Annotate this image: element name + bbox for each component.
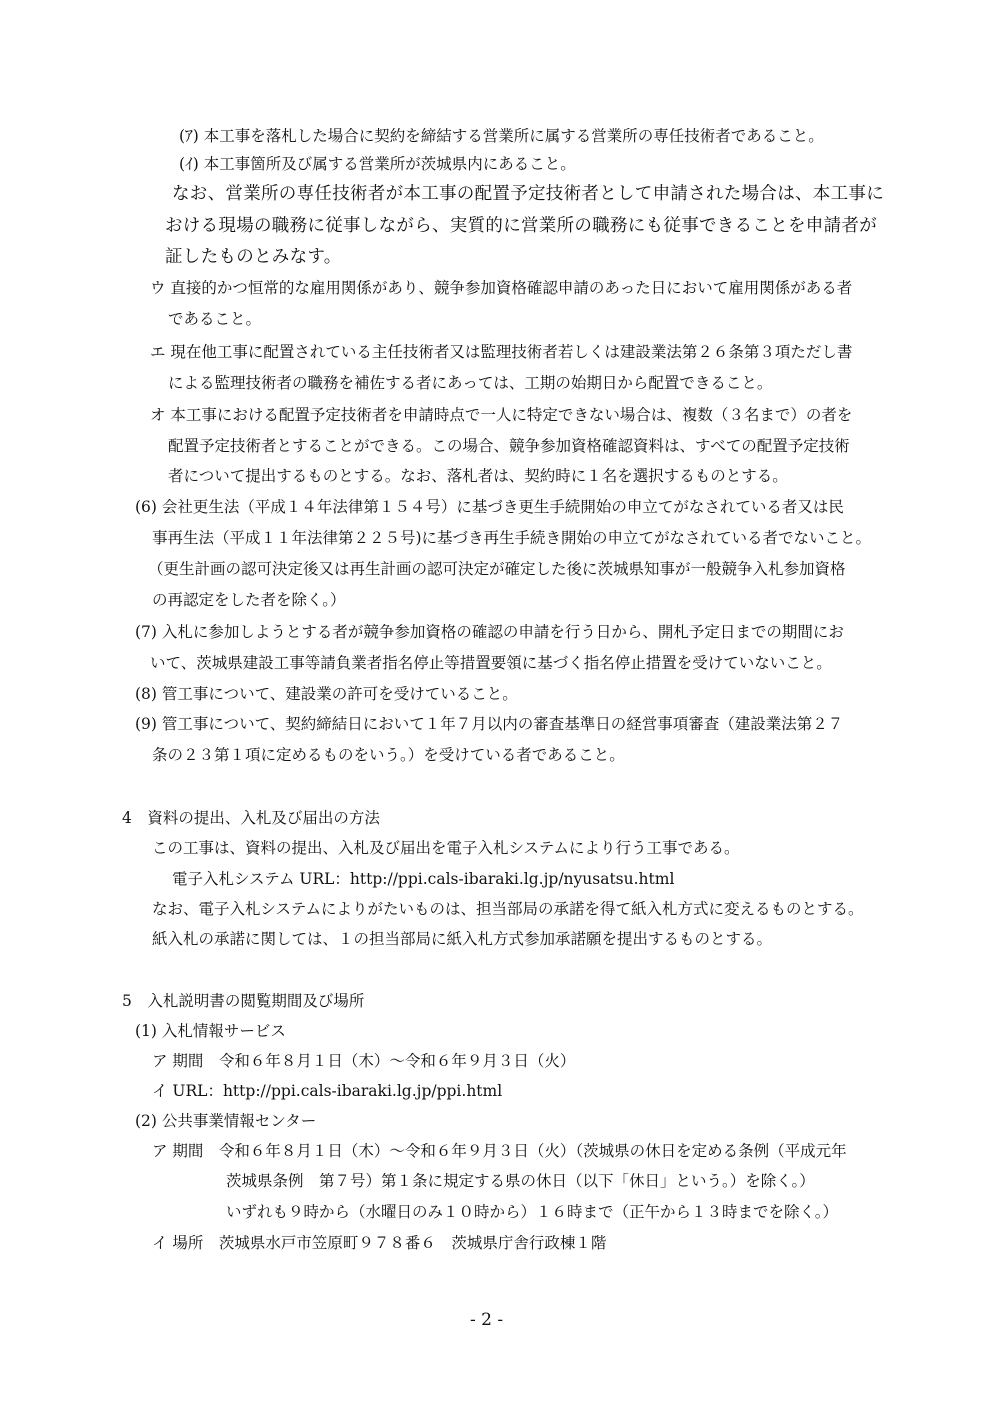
- l25: なお、電子入札システムによりがたいものは、担当部局の承諾を得て紙入札方式に変えるものとする。: [152, 900, 864, 918]
- l05: 証したものとみなす。: [165, 247, 342, 267]
- l19: (8) 管工事について、建設業の許可を受けていること。: [135, 685, 518, 703]
- l16: の再認定をした者を除く。）: [152, 591, 346, 609]
- l01: (ｱ) 本工事を落札した場合に契約を締結する営業所に属する営業所の専任技術者であること。: [179, 127, 824, 145]
- l23: この工事は、資料の提出、入札及び届出を電子入札システムにより行う工事である。: [152, 839, 740, 857]
- l13: (6) 会社更生法（平成１４年法律第１５４号）に基づき更生手続開始の申立てがなされている者又は民: [135, 498, 844, 516]
- l02: (ｲ) 本工事箇所及び属する営業所が茨城県内にあること。: [179, 155, 576, 173]
- l14: 事再生法（平成１１年法律第２２５号)に基づき再生手続き開始の申立てがなされている者でないこと。: [152, 529, 872, 547]
- l34: いずれも９時から（水曜日のみ１０時から）１６時まで（正午から１３時までを除く。）: [226, 1203, 838, 1221]
- l32: ア 期間 令和６年８月１日（木）～令和６年９月３日（火）（茨城県の休日を定める条例（平成元年: [152, 1142, 847, 1160]
- l10: オ 本工事における配置予定技術者を申請時点で一人に特定できない場合は、複数（３名まで）の者を: [150, 406, 853, 424]
- l04: おける現場の職務に従事しながら、実質的に営業所の職務にも従事できることを申請者が: [165, 216, 877, 236]
- l28: (1) 入札情報サービス: [135, 1022, 286, 1040]
- l03: なお、営業所の専任技術者が本工事の配置予定技術者として申請された場合は、本工事に: [172, 184, 884, 204]
- l20: (9) 管工事について、契約締結日において１年７月以内の審査基準日の経営事項審査（建設業法第２７: [135, 715, 844, 733]
- l07: であること。: [168, 310, 262, 328]
- section-5-heading: 5 入札説明書の閲覧期間及び場所: [122, 992, 365, 1010]
- l31: (2) 公共事業情報センター: [135, 1112, 317, 1130]
- l09: による監理技術者の職務を補佐する者にあっては、工期の始期日から配置できること。: [168, 374, 773, 392]
- l18: いて、茨城県建設工事等請負業者指名停止等措置要領に基づく指名停止措置を受けていないこと。: [150, 654, 832, 672]
- section-4-heading: 4 資料の提出、入札及び届出の方法: [122, 809, 380, 827]
- l30: イ URL：http://ppi.cals-ibaraki.lg.jp/ppi.html: [152, 1082, 503, 1100]
- l12: 者について提出するものとする。なお、落札者は、契約時に１名を選択するものとする。: [168, 467, 788, 485]
- l06: ウ 直接的かつ恒常的な雇用関係があり、競争参加資格確認申請のあった日において雇用関係がある者: [150, 279, 853, 297]
- l24: 電子入札システム URL：http://ppi.cals-ibaraki.lg.jp/nyusatsu.html: [172, 870, 675, 888]
- l29: ア 期間 令和６年８月１日（木）～令和６年９月３日（火）: [152, 1052, 576, 1070]
- l11: 配置予定技術者とすることができる。この場合、競争参加資格確認資料は、すべての配置予定技術: [168, 437, 850, 455]
- page-number: - 2 -: [470, 1310, 504, 1330]
- l21: 条の２３第１項に定めるものをいう。）を受けている者であること。: [152, 746, 625, 764]
- l26: 紙入札の承諾に関しては、１の担当部局に紙入札方式参加承諾願を提出するものとする。: [152, 930, 773, 948]
- l33: 茨城県条例 第７号）第１条に規定する県の休日（以下「休日」という。）を除く。）: [226, 1172, 815, 1190]
- l17: (7) 入札に参加しようとする者が競争参加資格の確認の申請を行う日から、開札予定日までの期間にお: [135, 623, 844, 641]
- l35: イ 場所 茨城県水戸市笠原町９７８番６ 茨城県庁舎行政棟１階: [152, 1234, 607, 1252]
- l08: エ 現在他工事に配置されている主任技術者又は監理技術者若しくは建設業法第２６条第３項ただし書: [150, 343, 853, 361]
- l15: （更生計画の認可決定後又は再生計画の認可決定が確定した後に茨城県知事が一般競争入札参加資格: [148, 560, 846, 578]
